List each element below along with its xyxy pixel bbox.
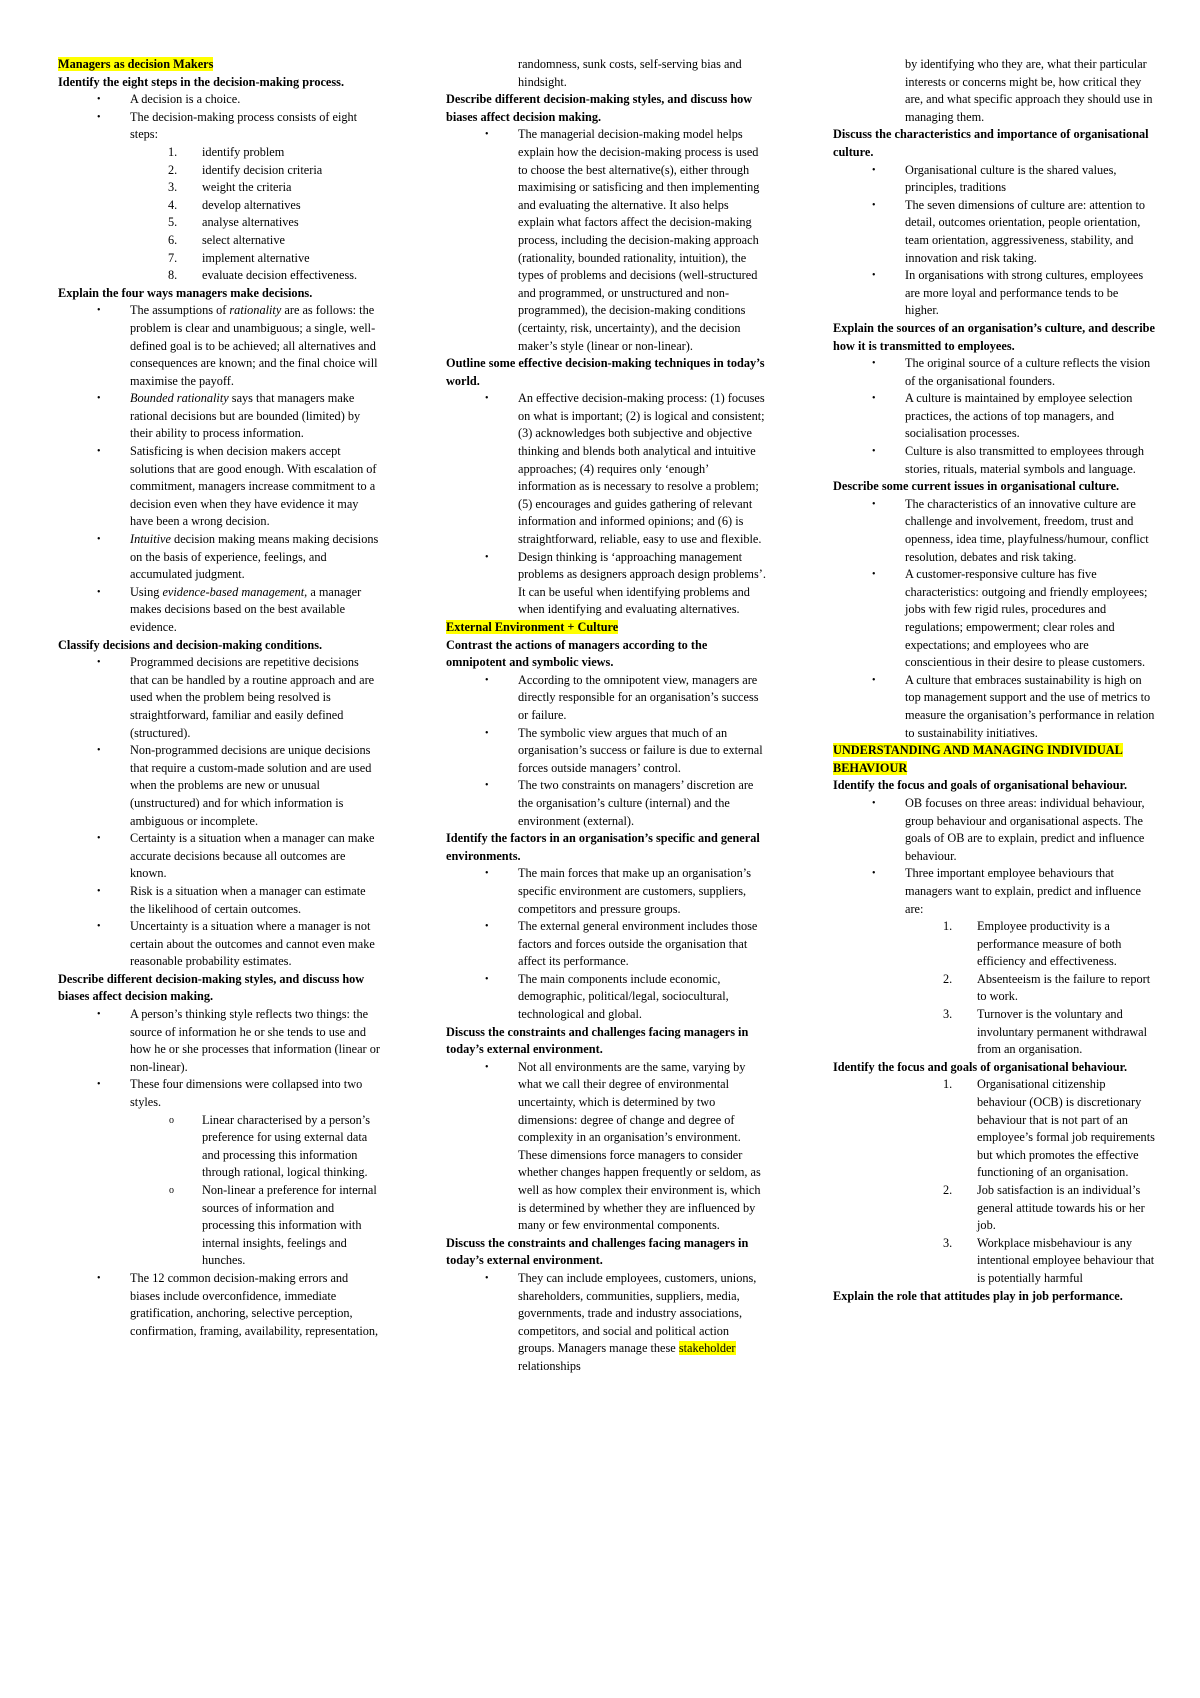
bullet-list [833, 496, 1155, 742]
list-item: • The main forces that make up an organisation’s specific environment are customers, suppliers, competitors and pressure groups. [518, 865, 766, 918]
list-item: • The decision-making process consists of eight steps: 1. identify problem 2. identify decision criteria 3. weight the criteria 4. develop alternatives 5. analyse alternatives 6. select alternative 7. implement alternative 8. evaluate decision effectiveness. [130, 109, 380, 285]
bullet-list [58, 1006, 380, 1340]
list-item: 8. evaluate decision effectiveness. [168, 268, 358, 283]
list-item: • Not all environments are the same, varying by what we call their degree of environmental uncertainty, which is determined by two dimensions: degree of change and degree of complexity in an organisation’s environment. These dimensions force managers to consider whether changes happen frequently or seldom, as well as how complex their environment is, which is determined by whether they are influenced by many or few environmental components. [518, 1059, 766, 1235]
heading: Identify the focus and goals of organisational behaviour. [833, 1059, 1128, 1074]
bullet-list [58, 91, 380, 285]
list-item: • The external general environment includes those factors and forces outside the organisation that affect its performance. [518, 918, 766, 971]
list-item: • Satisficing is when decision makers accept solutions that are good enough. With escalation of commitment, managers increase commitment to a decision even when they have evidence it may have been a wrong decision. [130, 443, 380, 531]
list-item: • The seven dimensions of culture are: attention to detail, outcomes orientation, people orientation, team orientation, aggressiveness, stability, and innovation and risk taking. [905, 197, 1155, 267]
list-item: 3. Workplace misbehaviour is any intentional employee behaviour that is potentially harmful [943, 1235, 1155, 1285]
numbered-list [833, 918, 1155, 1059]
heading: Identify the eight steps in the decision-making process. [58, 74, 345, 89]
list-item: • A customer-responsive culture has five characteristics: outgoing and friendly employees; jobs with few rigid rules, procedures and regulations; empowerment; clear roles and expectations; and employees who are conscientious in their desire to please customers. [905, 566, 1155, 672]
heading: Explain the four ways managers make decisions. [58, 285, 313, 300]
list-item: 1. Employee productivity is a performance measure of both efficiency and effectiveness. [943, 919, 1122, 969]
list-item: • The characteristics of an innovative culture are challenge and involvement, freedom, trust and openness, idea time, playfulness/humour, conflict resolution, debates and risk taking. [905, 496, 1155, 566]
list-item: • Culture is also transmitted to employees through stories, rituals, material symbols and language. [905, 443, 1155, 478]
heading: Identify the factors in an organisation’s specific and general environments. [446, 831, 760, 863]
list-item: • The main components include economic, demographic, political/legal, sociocultural, technological and global. [518, 971, 766, 1024]
list-item: • A person’s thinking style reflects two things: the source of information he or she tends to use and how he or she processes that information (linear or non-linear). [130, 1006, 380, 1076]
list-item: • Intuitive decision making means making decisions on the basis of experience, feelings, and accumulated judgment. [130, 531, 380, 584]
list-item-continued: by identifying who they are, what their particular interests or concerns might be, how critical they are, and what specific approach they should use in managing them. [905, 57, 1153, 124]
list-item: • OB focuses on three areas: individual behaviour, group behaviour and organisational aspects. The goals of OB are to explain, predict and influence behaviour. [905, 795, 1155, 865]
list-item: 3. weight the criteria [168, 180, 292, 195]
list-item: 2. identify decision criteria [168, 162, 323, 177]
list-item: • The two constraints on managers’ discretion are the organisation’s culture (internal) and the environment (external). [518, 777, 766, 830]
column-3 [833, 56, 1155, 1305]
numbered-list [833, 1076, 1155, 1287]
list-item: 2. Job satisfaction is an individual’s general attitude towards his or her job. [943, 1183, 1145, 1233]
heading: Describe different decision-making styles, and discuss how biases affect decision making. [58, 971, 365, 1004]
list-item: 3. Turnover is the voluntary and involuntary permanent withdrawal from an organisation. [943, 1007, 1148, 1057]
list-item: • Uncertainty is a situation where a manager is not certain about the outcomes and cannot even make reasonable probability estimates. [130, 918, 380, 971]
section-title-individual-behaviour: UNDERSTANDING AND MANAGING INDIVIDUAL BEHAVIOUR [833, 743, 1123, 775]
list-item: 4. develop alternatives [168, 197, 301, 212]
list-item: 1. identify problem [168, 144, 285, 159]
bullet-list [446, 390, 766, 619]
bullet-list-continued [833, 56, 1155, 126]
bullet-list [446, 1059, 766, 1235]
column-2 [446, 56, 766, 1376]
list-item: o Non-linear a preference for internal sources of information and processing this information with internal insights, feelings and hunches. [202, 1182, 380, 1270]
list-item: 1. Organisational citizenship behaviour (OCB) is discretionary behaviour that is not part of an employee’s formal job requirements but which promotes the effective functioning of an organisation. [943, 1077, 1155, 1180]
bullet-list-continued [446, 56, 766, 91]
list-item: • An effective decision-making process: (1) focuses on what is important; (2) is logical and consistent; (3) acknowledges both subjective and objective thinking and blends both analytical and intuitive approaches; (4) requires only ‘enough’ information as is necessary to resolve a problem; (5) encourages and guides gathering of relevant information and informed opinions; and (6) is straightforward, reliable, easy to use and flexible. [518, 390, 766, 548]
list-item: • Bounded rationality says that managers make rational decisions but are bounded (limited) by their ability to process information. [130, 390, 380, 443]
bullet-list [446, 1270, 766, 1376]
list-item: • Non-programmed decisions are unique decisions that require a custom-made solution and are used when the problems are new or unusual (unstructured) and for which information is ambiguous or incomplete. [130, 742, 380, 830]
list-item: • Design thinking is ‘approaching management problems as designers approach design problems’. It can be useful when identifying problems and when identifying and evaluating alternatives. [518, 549, 766, 619]
bullet-list [446, 865, 766, 1023]
bullet-list [833, 162, 1155, 320]
heading: Describe different decision-making styles, and discuss how biases affect decision making. [446, 92, 753, 124]
list-item: • These four dimensions were collapsed into two styles. o Linear characterised by a person’s preference for using external data and processing this information through rational, logical thinking. o Non-linear a preference for internal sources of information and processing this information with internal insights, feelings and hunches. [130, 1076, 380, 1270]
list-item: • Organisational culture is the shared values, principles, traditions [905, 162, 1155, 197]
bullet-list [58, 302, 380, 636]
list-item: • A culture is maintained by employee selection practices, the actions of top managers, and socialisation processes. [905, 390, 1155, 443]
section-title-decision-makers: Managers as decision Makers [58, 57, 214, 71]
heading: Classify decisions and decision-making conditions. [58, 637, 323, 652]
list-item: 5. analyse alternatives [168, 215, 299, 230]
bullet-list [833, 795, 1155, 1059]
numbered-list [58, 144, 380, 285]
list-item-continued: randomness, sunk costs, self-serving bias and hindsight. [518, 57, 742, 89]
list-item: 7. implement alternative [168, 250, 310, 265]
highlighted-term: stakeholder [678, 1341, 736, 1356]
heading: Explain the role that attitudes play in job performance. [833, 1288, 1123, 1303]
list-item: • The 12 common decision-making errors and biases include overconfidence, immediate gratification, anchoring, selective perception, confirmation, framing, availability, representation, [130, 1270, 380, 1340]
list-item: o Linear characterised by a person’s preference for using external data and processing this information through rational, logical thinking. [202, 1112, 380, 1182]
heading: Outline some effective decision-making techniques in today’s world. [446, 356, 765, 388]
heading: Discuss the constraints and challenges facing managers in today’s external environment. [446, 1235, 749, 1268]
list-item: 2. Absenteeism is the failure to report to work. [943, 971, 1151, 1004]
sub-list [58, 1112, 380, 1270]
list-item: • The managerial decision-making model helps explain how the decision-making process is used to choose the best alternative(s), either through maximising or satisficing and then implementing and evaluating the alternative. It also helps explain what factors affect the decision-making process, including the decision-making approach (rationality, bounded rationality, intuition), the types of problems and decisions (well-structured and programmed, or unstructured and non-programmed), the decision-making conditions (certainty, risk, uncertainty), and the decision maker’s style (linear or non-linear). [518, 126, 766, 355]
heading: Contrast the actions of managers according to the omnipotent and symbolic views. [446, 637, 708, 670]
section-title-external-environment: External Environment + Culture [446, 620, 619, 634]
list-item: • Using evidence-based management, a manager makes decisions based on the best available evidence. [130, 584, 380, 637]
column-1 [58, 56, 380, 1340]
heading: Discuss the characteristics and importance of organisational culture. [833, 127, 1149, 159]
list-item: • Certainty is a situation when a manager can make accurate decisions because all outcomes are known. [130, 830, 380, 883]
list-item: 6. select alternative [168, 232, 285, 247]
list-item: • The assumptions of rationality are as follows: the problem is clear and unambiguous; a single, well-defined goal is to be achieved; all alternatives and consequences are known; and the final choice will maximise the payoff. [130, 302, 380, 390]
list-item: • In organisations with strong cultures, employees are more loyal and performance tends to be higher. [905, 267, 1155, 320]
bullet-list [58, 654, 380, 971]
list-item: • Risk is a situation when a manager can estimate the likelihood of certain outcomes. [130, 883, 380, 918]
list-item: • Three important employee behaviours that managers want to explain, predict and influence are: 1. Employee productivity is a performance measure of both efficiency and effectiveness. 2. Absenteeism is the failure to report to work. 3. Turnover is the voluntary and involuntary permanent withdrawal from an organisation. [905, 865, 1155, 1059]
bullet-list [446, 126, 766, 355]
list-item: • Programmed decisions are repetitive decisions that can be handled by a routine approach and are used when the problem being resolved is straightforward, familiar and easily defined (structured). [130, 654, 380, 742]
list-item: • They can include employees, customers, unions, shareholders, communities, suppliers, media, governments, trade and industry associations, competitors, and social and political action groups. Managers manage these stakeholder relationships [518, 1270, 766, 1376]
heading: Discuss the constraints and challenges facing managers in today’s external environment. [446, 1024, 749, 1057]
heading: Describe some current issues in organisational culture. [833, 479, 1120, 494]
list-item: • A decision is a choice. [130, 91, 380, 109]
heading: Identify the focus and goals of organisational behaviour. [833, 778, 1128, 793]
list-item: • A culture that embraces sustainability is high on top management support and the use of metrics to measure the organisation’s performance in relation to sustainability initiatives. [905, 672, 1155, 742]
bullet-list [833, 355, 1155, 478]
list-item: • According to the omnipotent view, managers are directly responsible for an organisation’s success or failure. [518, 672, 766, 725]
heading: Explain the sources of an organisation’s culture, and describe how it is transmitted to employees. [833, 320, 1155, 353]
list-item: • The original source of a culture reflects the vision of the organisational founders. [905, 355, 1155, 390]
list-item: • The symbolic view argues that much of an organisation’s success or failure is due to external forces outside managers’ control. [518, 725, 766, 778]
bullet-list [446, 672, 766, 830]
